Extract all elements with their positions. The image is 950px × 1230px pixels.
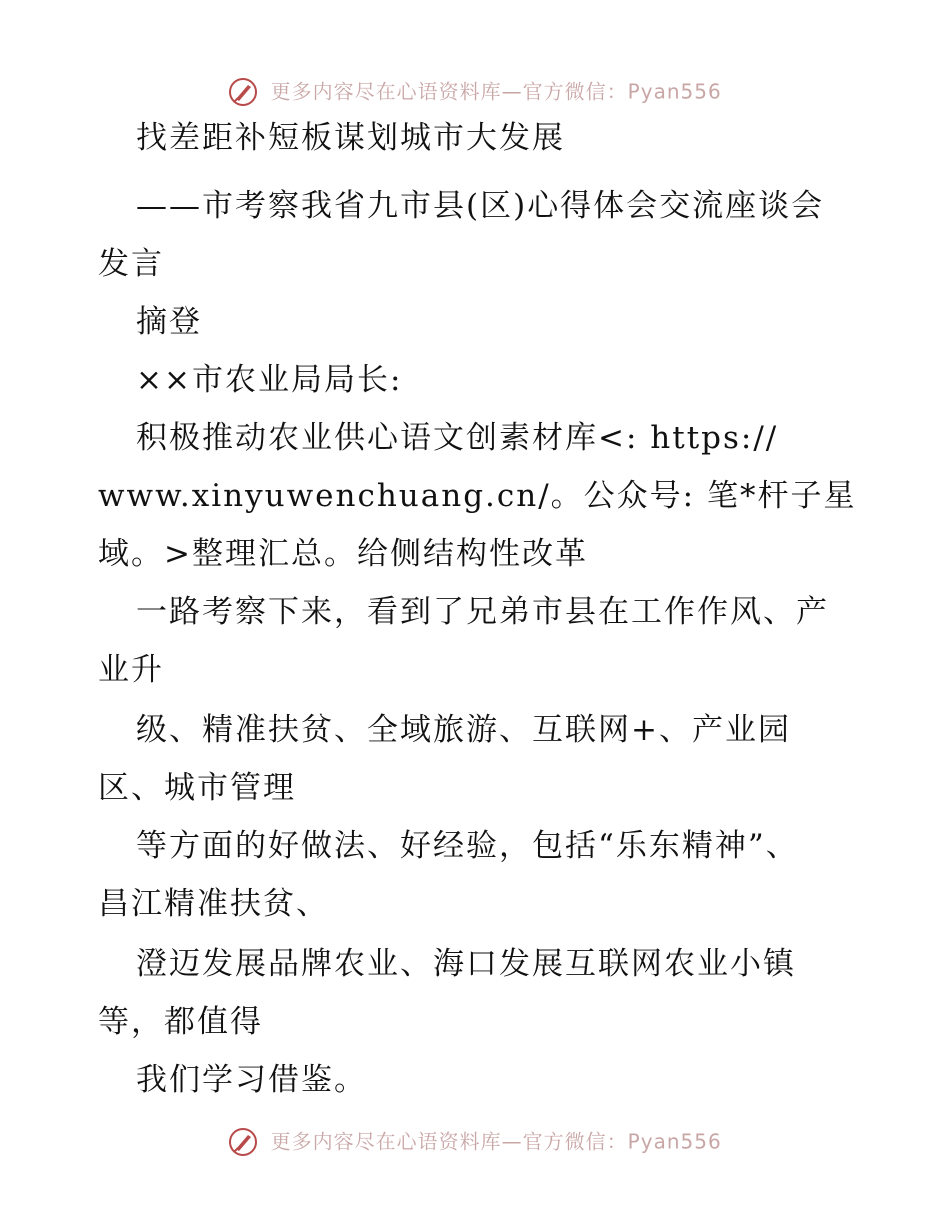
paragraph-line: 昌江精准扶贫、 [98, 886, 329, 922]
paragraph-line: 业升 [98, 652, 164, 688]
doc-title: 找差距补短板谋划城市大发展 [136, 120, 565, 156]
paragraph-line: 等，都值得 [98, 1004, 263, 1040]
paragraph-line: www.xinyuwenchuang.cn/。公众号: 笔*杆子星 [98, 478, 857, 514]
doc-subtitle: ——市考察我省九市县(区)心得体会交流座谈会 [136, 188, 825, 224]
speaker-title: ××市农业局局长: [136, 362, 403, 398]
paragraph-line: 一路考察下来，看到了兄弟市县在工作作风、产 [136, 594, 829, 630]
paragraph-line: 等方面的好做法、好经验，包括“乐东精神”、 [136, 828, 799, 864]
doc-subtitle-cont: 发言 [98, 246, 164, 282]
paragraph-line: 区、城市管理 [98, 770, 296, 806]
watermark-footer [0, 1126, 950, 1157]
watermark-text: 更多内容尽在心语资料库—官方微信：Pyan556 [270, 79, 722, 104]
paragraph-line: 澄迈发展品牌农业、海口发展互联网农业小镇 [136, 946, 796, 982]
paragraph-line: 域。>整理汇总。给侧结构性改革 [98, 536, 588, 572]
watermark-header [0, 76, 950, 107]
doc-excerpt-label: 摘登 [136, 304, 202, 340]
quill-logo-icon [228, 1127, 258, 1157]
paragraph-line: 积极推动农业供心语文创素材库<: https:// [136, 420, 779, 456]
paragraph-line: 我们学习借鉴。 [136, 1062, 367, 1098]
quill-logo-icon [228, 77, 258, 107]
watermark-text: 更多内容尽在心语资料库—官方微信：Pyan556 [270, 1129, 722, 1154]
paragraph-line: 级、精准扶贫、全域旅游、互联网+、产业园 [136, 712, 791, 748]
